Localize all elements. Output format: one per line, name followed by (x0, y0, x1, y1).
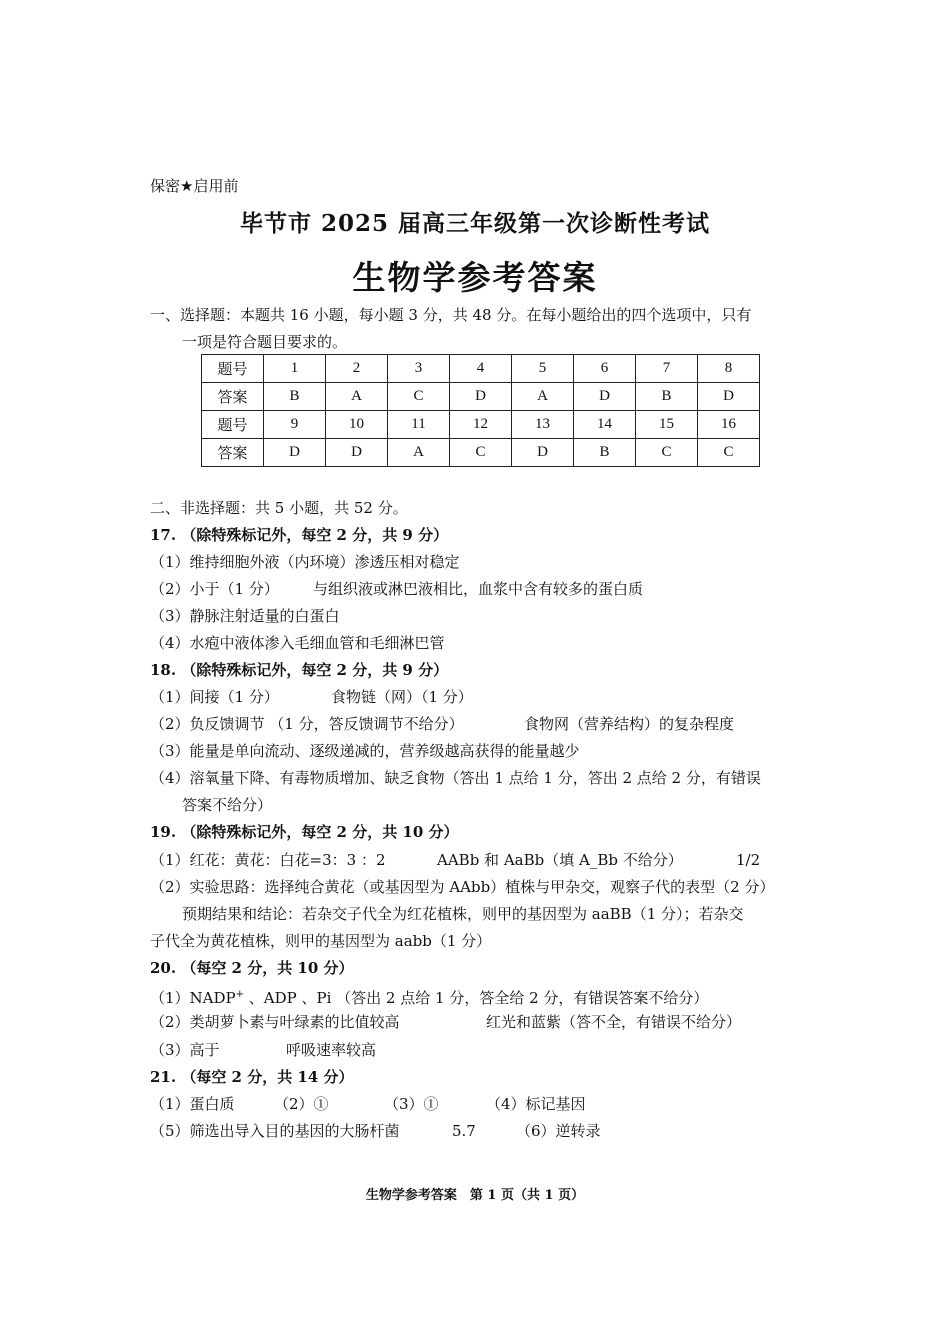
q19-answer-2c: 子代全为黄花植株，则甲的基因型为 aabb（1 分） (150, 932, 492, 950)
q20-title: 20. （每空 2 分，共 10 分） (150, 959, 354, 977)
q20-answer-1-sup: + (235, 989, 245, 1000)
q18-answer-1a: （1）间接（1 分） (150, 688, 279, 706)
table-cell: 题号 (202, 411, 264, 439)
table-cell: 4 (450, 355, 512, 383)
q18-title: 18. （除特殊标记外，每空 2 分，共 9 分） (150, 661, 449, 679)
q21-answer-5: （5）筛选出导入目的基因的大肠杆菌 (150, 1122, 400, 1140)
answer-table (201, 354, 760, 467)
table-cell: 11 (388, 411, 450, 439)
q18-answer-2b: 食物网（营养结构）的复杂程度 (524, 715, 735, 733)
table-cell: 8 (698, 355, 760, 383)
doc-title: 生物学参考答案 (352, 258, 598, 297)
q17-answer-2b: 与组织液或淋巴液相比，血浆中含有较多的蛋白质 (313, 580, 644, 598)
table-cell: D (512, 439, 574, 467)
q20-answer-1a: （1）NADP (150, 989, 236, 1007)
q17-title: 17. （除特殊标记外，每空 2 分，共 9 分） (150, 526, 449, 544)
table-cell: B (264, 383, 326, 411)
q20-answer-1 (150, 985, 708, 1008)
table-cell: 5 (512, 355, 574, 383)
table-cell: 7 (636, 355, 698, 383)
section1-line2: 一项是符合题目要求的。 (182, 333, 348, 351)
table-cell: 6 (574, 355, 636, 383)
q19-title: 19. （除特殊标记外，每空 2 分，共 10 分） (150, 823, 459, 841)
q21-answer-5b: 5.7 (452, 1122, 476, 1140)
table-cell: 答案 (202, 439, 264, 467)
exam-title: 毕节市 2025 届高三年级第一次诊断性考试 (239, 210, 711, 237)
table-cell: 答案 (202, 383, 264, 411)
table-cell: C (450, 439, 512, 467)
q19-answer-1c: 1/2 (736, 851, 761, 869)
q18-answer-4b: 答案不给分） (182, 796, 273, 814)
table-cell: 9 (264, 411, 326, 439)
q19-answer-2a: （2）实验思路：选择纯合黄花（或基因型为 AAbb）植株与甲杂交，观察子代的表型（2 分） (150, 878, 775, 896)
q20-answer-2b: 红光和蓝紫（答不全，有错误不给分） (486, 1013, 742, 1031)
q17-answer-2a: （2）小于（1 分） (150, 580, 279, 598)
q21-answer-4: （4）标记基因 (486, 1095, 586, 1113)
q20-answer-2a: （2）类胡萝卜素与叶绿素的比值较高 (150, 1013, 400, 1031)
q18-answer-4a: （4）溶氧量下降、有毒物质增加、缺乏食物（答出 1 点给 1 分，答出 2 点给 2 分，有错误 (150, 769, 761, 787)
q20-answer-1b: 、ADP 、Pi （答出 2 点给 1 分，答全给 2 分，有错误答案不给分） (244, 989, 709, 1007)
section1-line1: 一、选择题：本题共 16 小题，每小题 3 分，共 48 分。在每小题给出的四个选项中，只有 (150, 306, 752, 324)
q21-answer-6: （6）逆转录 (516, 1122, 601, 1140)
table-cell: D (574, 383, 636, 411)
table-row (202, 411, 760, 439)
q21-answer-1: （1）蛋白质 (150, 1095, 235, 1113)
section2-heading: 二、非选择题：共 5 小题，共 52 分。 (150, 499, 408, 517)
table-cell: 12 (450, 411, 512, 439)
confidential-label: 保密★启用前 (150, 177, 239, 195)
table-row (202, 383, 760, 411)
table-cell: 10 (326, 411, 388, 439)
q21-answer-2: （2）① (274, 1095, 329, 1113)
table-cell: D (326, 439, 388, 467)
q21-title: 21. （每空 2 分，共 14 分） (150, 1068, 354, 1086)
table-cell: 13 (512, 411, 574, 439)
table-cell: 题号 (202, 355, 264, 383)
table-cell: D (264, 439, 326, 467)
table-cell: A (326, 383, 388, 411)
table-cell: 14 (574, 411, 636, 439)
table-cell: D (698, 383, 760, 411)
q21-answer-3: （3）① (384, 1095, 439, 1113)
q17-answer-1: （1）维持细胞外液（内环境）渗透压相对稳定 (150, 553, 460, 571)
table-cell: 16 (698, 411, 760, 439)
table-cell: C (636, 439, 698, 467)
table-cell: 1 (264, 355, 326, 383)
page-footer: 生物学参考答案 第 1 页（共 1 页） (365, 1188, 585, 1203)
table-cell: A (388, 439, 450, 467)
q19-answer-1a: （1）红花：黄花：白花=3：3 ：2 (150, 851, 386, 869)
table-cell: C (388, 383, 450, 411)
table-cell: 3 (388, 355, 450, 383)
table-cell: 2 (326, 355, 388, 383)
q19-answer-1b: AABb 和 AaBb（填 A_Bb 不给分） (437, 851, 683, 869)
table-cell: C (698, 439, 760, 467)
q19-answer-2b: 预期结果和结论：若杂交子代全为红花植株，则甲的基因型为 aaBB（1 分）；若杂交 (182, 905, 744, 923)
table-row (202, 355, 760, 383)
table-cell: D (450, 383, 512, 411)
q17-answer-3: （3）静脉注射适量的白蛋白 (150, 607, 340, 625)
q20-answer-3b: 呼吸速率较高 (286, 1041, 377, 1059)
q17-answer-4: （4）水疱中液体渗入毛细血管和毛细淋巴管 (150, 634, 445, 652)
q18-answer-3: （3）能量是单向流动、逐级递减的，营养级越高获得的能量越少 (150, 742, 580, 760)
table-row (202, 439, 760, 467)
table-cell: 15 (636, 411, 698, 439)
q18-answer-1b: 食物链（网）（1 分） (331, 688, 473, 706)
table-cell: B (574, 439, 636, 467)
table-cell: B (636, 383, 698, 411)
q18-answer-2a: （2）负反馈调节 （1 分，答反馈调节不给分） (150, 715, 464, 733)
table-cell: A (512, 383, 574, 411)
q20-answer-3a: （3）高于 (150, 1041, 220, 1059)
